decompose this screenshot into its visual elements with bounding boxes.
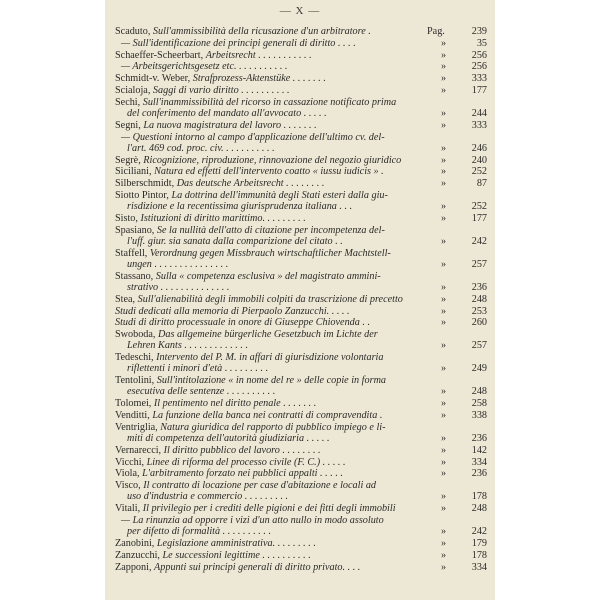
page-number: 35 [476,37,487,49]
page-number: 242 [471,235,487,247]
entry-text [115,468,427,479]
entry-author: Tolomei, [115,398,154,410]
entry-author: Sisto, [115,212,141,224]
page-marker: » [441,107,447,119]
entry-title: per difetto di formalità . . . . . . . . . . [127,526,272,538]
entry-text [115,480,427,502]
entry-text [115,73,427,84]
entry-line [115,445,427,456]
entry-title: Le successioni legittime . . . . . . . . . . [162,549,311,561]
index-entry [115,550,487,561]
entry-title: miti di competenza dell'autorità giudiziaria . . . . . [127,432,330,444]
page-marker: » [441,537,447,549]
entry-text [115,445,427,456]
index-entry [115,50,487,61]
page-number: 248 [471,386,487,398]
index-entry [115,352,487,374]
entry-line [115,236,427,247]
page-marker: » [441,340,447,352]
entry-text [115,271,427,293]
page-marker: » [441,212,447,224]
entry-line [115,468,427,479]
page-number: 248 [471,293,487,305]
entry-text [115,26,427,37]
entry-title: Saggi di vario diritto . . . . . . . . . . [152,84,290,96]
entry-title: Das deutsche Arbeitsrecht . . . . . . . . [176,178,325,190]
entry-title: Sulla « competenza esclusiva » del magistrato ammini- [155,270,381,282]
index-entry [115,178,487,189]
index-entry [115,73,487,84]
entry-line [115,155,427,166]
entry-text [115,155,427,166]
entry-line [115,480,427,491]
entry-author: Siciliani, [115,166,155,178]
page-marker: » [441,456,447,468]
entry-text [115,317,427,328]
page-number: 236 [471,468,487,480]
index-entry [115,515,487,537]
entry-title: Studi di diritto processuale in onore di Giuseppe Chiovenda . . [115,317,371,329]
page-marker: » [441,398,447,410]
page-number: 142 [471,444,487,456]
entry-line [115,50,427,61]
entry-text [115,132,427,154]
page-marker: » [441,468,447,480]
entry-line [115,329,427,340]
entry-text [115,550,427,561]
entry-author: Vicchi, [115,456,147,468]
entry-title: Verordnung gegen Missbrauch wirtschaftlicher Machtstell- [149,247,391,259]
entry-author: Tentolini, [115,375,157,387]
index-entry [115,271,487,293]
entry-line [115,271,427,282]
index-entry [115,468,487,479]
entry-title: La dottrina dell'immunità degli Stati esteri dalla giu- [171,189,388,201]
page-marker: » [441,549,447,561]
page-number: 252 [471,201,487,213]
index-list [115,26,487,573]
entry-title: esecutiva delle sentenze . . . . . . . . . . [127,386,276,398]
entry-title: Studi dedicati alla memoria di Pierpaolo Zanzucchi. . . . . [115,305,350,317]
index-entry [115,132,487,154]
entry-text [115,166,427,177]
entry-line [115,166,427,177]
page-number: 338 [471,409,487,421]
index-entry [115,61,487,72]
index-entry [115,26,487,37]
entry-author: Schaeffer-Scheerbart, [115,49,206,61]
index-entry [115,155,487,166]
entry-line [115,538,427,549]
entry-text [115,410,427,421]
entry-line [115,515,427,526]
entry-text [115,225,427,247]
page-number: 334 [471,456,487,468]
entry-line [115,282,427,293]
entry-title: La funzione della banca nei contratti di compravendita . [152,409,383,421]
entry-title: Appunti sui principi generali di diritto privato. . . . [154,561,361,573]
page-marker: » [441,235,447,247]
index-entry [115,294,487,305]
entry-title: Das allgemeine bürgerliche Gesetzbuch im Lichte der [158,329,378,341]
entry-text [115,503,427,514]
entry-author: Scaduto, [115,26,153,37]
entry-author: Segrè, [115,154,144,166]
index-entry [115,538,487,549]
page-number: 249 [471,363,487,375]
entry-author: Viola, [115,468,143,480]
entry-title: Se la nullità dell'atto di citazione per incompetenza del- [156,224,385,236]
page-marker: » [441,363,447,375]
page-number: 236 [471,432,487,444]
page-number: 256 [471,61,487,73]
entry-text [115,85,427,96]
page-number: 253 [471,305,487,317]
entry-title: Sull'intitolazione « in nome del re » delle copie in forma [156,375,387,387]
index-entry [115,166,487,177]
entry-title: — Arbeitsgerichtsgesetz etc. . . . . . . . . . . [121,61,288,73]
entry-line [115,73,427,84]
entry-title: Sull'ammissibilità della ricusazione d'un arbitratore . [152,26,371,37]
index-entry [115,306,487,317]
page-number: 252 [471,166,487,178]
page-number: 178 [471,549,487,561]
entry-line [115,422,427,433]
entry-title: Natura giuridica del rapporto di pubblico impiego e li- [160,421,386,433]
entry-text [115,306,427,317]
page-number: 178 [471,491,487,503]
entry-author: Stea, [115,293,138,305]
index-entry [115,120,487,131]
entry-title: del conferimento del mandato all'avvocato . . . . . [127,107,327,119]
page-number: 242 [471,526,487,538]
entry-author: Siotto Pintor, [115,189,172,201]
page-number: 333 [471,119,487,131]
entry-line [115,363,427,374]
page-marker: » [441,386,447,398]
index-entry [115,410,487,421]
entry-text [115,190,427,212]
entry-line [115,108,427,119]
entry-title: L'arbitramento forzato nei pubblici appalti . . . . . [142,468,343,480]
entry-line [115,178,427,189]
entry-line [115,306,427,317]
entry-title: Il diritto pubblico del lavoro . . . . . . . . [163,444,321,456]
page-number-header: — X — [279,5,321,17]
page-number: 246 [471,142,487,154]
entry-title: Legislazione amministrativa. . . . . . . . . [156,537,316,549]
index-entry [115,329,487,351]
entry-author: Staffell, [115,247,150,259]
entry-title: risdizione e la recentissima giurisprudenza italiana . . . [127,201,353,213]
page-marker: » [441,503,447,515]
entry-line [115,294,427,305]
entry-text [115,457,427,468]
page-marker: » [441,526,447,538]
page-marker: » [441,73,447,85]
entry-text [115,562,427,573]
entry-title: Il pentimento nel diritto penale . . . . . . . [153,398,317,410]
entry-title: Istituzioni di diritto marittimo. . . . . . . . . [140,212,306,224]
entry-line [115,375,427,386]
entry-line [115,457,427,468]
page-number: 177 [471,84,487,96]
page-marker: » [441,444,447,456]
entry-author: Venditti, [115,409,153,421]
page-marker: » [441,178,447,190]
page-number: 244 [471,107,487,119]
page-number: 256 [471,49,487,61]
entry-author: Schmidt-v. Weber, [115,73,193,85]
entry-title: Lehren Kants . . . . . . . . . . . . . [127,340,249,352]
entry-text [115,329,427,351]
entry-line [115,132,427,143]
index-entry [115,213,487,224]
page-marker: » [441,317,447,329]
index-entry [115,562,487,573]
entry-author: Scialoja, [115,84,153,96]
page-marker: » [441,491,447,503]
entry-line [115,190,427,201]
entry-title: l'uff. giur. sia sanata dalla comparizione del citato . . [127,235,343,247]
entry-text [115,248,427,270]
page-number: 334 [471,561,487,573]
page-number: 260 [471,317,487,329]
index-entry [115,38,487,49]
entry-author: Ventriglia, [115,421,161,433]
book-page [105,0,495,600]
entry-line [115,433,427,444]
entry-author: Sechi, [115,96,143,108]
index-entry [115,503,487,514]
entry-line [115,550,427,561]
entry-title: Ricognizione, riproduzione, rinnovazione del negozio giuridico [143,154,402,166]
entry-author: Vernarecci, [115,444,164,456]
page-number: 236 [471,281,487,293]
page-marker: » [441,258,447,270]
page-number: 333 [471,73,487,85]
entry-text [115,50,427,61]
page-marker: » [441,142,447,154]
index-entry [115,317,487,328]
entry-line [115,97,427,108]
entry-author: Silberschmidt, [115,178,177,190]
page-marker: Pag. [427,26,445,37]
index-entry [115,85,487,96]
page-marker: » [441,49,447,61]
index-entry [115,445,487,456]
page-number: 239 [471,26,487,37]
entry-title: Sull'alienabilità degli immobili colpiti da trascrizione di precetto [137,293,403,305]
page-number: 177 [471,212,487,224]
entry-line [115,526,427,537]
entry-author: Visco, [115,480,144,492]
entry-title: Arbeitsrecht . . . . . . . . . . . [205,49,312,61]
entry-line [115,213,427,224]
entry-line [115,26,427,37]
entry-title: ungen . . . . . . . . . . . . . . . [127,258,229,270]
entry-line [115,352,427,363]
entry-title: Strafprozess-Aktenstüke . . . . . . . [192,73,326,85]
entry-title: Natura ed effetti dell'intervento coatto « iussu iudicis » . [154,166,384,178]
entry-line [115,143,427,154]
entry-text [115,538,427,549]
page-number: 257 [471,258,487,270]
entry-line [115,248,427,259]
entry-line [115,398,427,409]
entry-line [115,61,427,72]
entry-title: Il privilegio per i crediti delle pigioni e dei fitti degli immobili [142,503,396,515]
entry-author: Swoboda, [115,329,159,341]
entry-title: Intervento del P. M. in affari di giurisdizione volontaria [156,352,384,364]
entry-line [115,491,427,502]
entry-text [115,213,427,224]
entry-line [115,503,427,514]
entry-author: Segni, [115,119,144,131]
page-marker: » [441,305,447,317]
entry-line [115,386,427,397]
page-marker: » [441,119,447,131]
entry-text [115,375,427,397]
entry-text [115,38,427,49]
index-entry [115,190,487,212]
entry-author: Stassano, [115,270,156,282]
page-number: 240 [471,154,487,166]
page-marker: » [441,84,447,96]
page-marker: » [441,201,447,213]
entry-author: Zanobini, [115,537,157,549]
page-number: 257 [471,340,487,352]
entry-line [115,120,427,131]
page-marker: » [441,154,447,166]
page-marker: » [441,293,447,305]
page-marker: » [441,61,447,73]
page-marker: » [441,561,447,573]
entry-title: Sull'inammissibilità del ricorso in cassazione notificato prima [142,96,397,108]
entry-title: — Questioni intorno al campo d'applicazione dell'ultimo cv. del- [121,131,385,143]
entry-title: La nuova magistratura del lavoro . . . . . . . [143,119,317,131]
index-entry [115,398,487,409]
entry-text [115,178,427,189]
page-marker: » [441,409,447,421]
entry-line [115,340,427,351]
index-entry [115,375,487,397]
entry-title: — Sull'identificazione dei principi generali di diritto . . . . [121,37,356,49]
entry-title: — La rinunzia ad opporre i vizi d'un atto nullo in modo assoluto [121,514,384,526]
entry-title: riflettenti i minori d'età . . . . . . . . . [127,363,269,375]
entry-author: Vitali, [115,503,143,515]
index-entry [115,248,487,270]
entry-line [115,38,427,49]
index-entry [115,480,487,502]
entry-line [115,410,427,421]
entry-text [115,294,427,305]
index-entry [115,457,487,468]
entry-line [115,259,427,270]
entry-title: Il contratto di locazione per case d'abitazione e locali ad [143,480,377,492]
entry-title: uso d'industria e commercio . . . . . . . . . [127,491,289,503]
page-marker: » [441,37,447,49]
entry-text [115,120,427,131]
entry-line [115,562,427,573]
entry-title: Linee di riforma del processo civile (F. C.) . . . . . [146,456,346,468]
page-number: 87 [476,178,487,190]
entry-line [115,317,427,328]
entry-line [115,225,427,236]
entry-line [115,85,427,96]
index-entry [115,97,487,119]
entry-author: Spasiano, [115,224,157,236]
entry-title: l'art. 469 cod. proc. civ. . . . . . . . . . . [127,142,275,154]
page-number: 258 [471,398,487,410]
entry-text [115,398,427,409]
entry-line [115,201,427,212]
page-marker: » [441,432,447,444]
page-number: 248 [471,503,487,515]
entry-text [115,97,427,119]
entry-title: strativo . . . . . . . . . . . . . . [127,281,230,293]
entry-text [115,422,427,444]
index-entry [115,422,487,444]
entry-text [115,515,427,537]
page-number: 179 [471,537,487,549]
index-entry [115,225,487,247]
entry-author: Tedeschi, [115,352,157,364]
entry-text [115,352,427,374]
page-marker: » [441,281,447,293]
page-marker: » [441,166,447,178]
entry-text [115,61,427,72]
entry-author: Zapponi, [115,561,155,573]
entry-author: Zanzucchi, [115,549,163,561]
